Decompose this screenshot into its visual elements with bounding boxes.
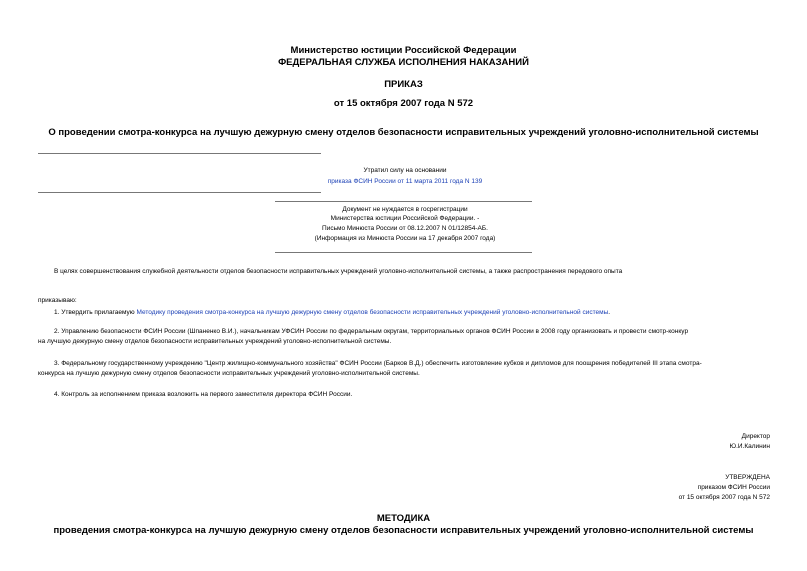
order-word: приказываю: <box>38 297 77 304</box>
item-text: 1. Утвердить прилагаемую <box>54 309 137 316</box>
approval-line: приказом ФСИН России <box>697 484 770 491</box>
divider <box>38 153 321 154</box>
approval-line: УТВЕРЖДЕНА <box>725 474 770 481</box>
registration-note-line: Документ не нуждается в госрегистрации <box>342 206 468 213</box>
doc-type: ПРИКАЗ <box>384 79 423 90</box>
order-item-3: 3. Федеральному государственному учреждению "Центр жилищно-коммунального хозяйства" ФСИН России (Барков В.Д.) обеспечить изготовление кубков и дипломов для поощрения победителей III этапа смотра- <box>54 360 702 367</box>
item-text: . <box>608 309 611 316</box>
doc-date: от 15 октября 2007 года N 572 <box>333 98 474 109</box>
divider <box>275 201 532 202</box>
registration-note-line: (Информация из Минюста России на 17 декабря 2007 года) <box>314 235 496 242</box>
divider <box>38 192 321 193</box>
registration-note-line: Письмо Минюста России от 08.12.2007 N 01/12854-АБ. <box>322 225 488 232</box>
repeal-link[interactable]: приказа ФСИН России от 11 марта 2011 года N 139 <box>327 178 483 185</box>
divider <box>275 252 532 253</box>
approval-line: от 15 октября 2007 года N 572 <box>678 494 770 501</box>
repeal-note-text: Утратил силу на основании <box>363 167 447 174</box>
doc-title: О проведении смотра-конкурса на лучшую дежурную смену отделов безопасности исправительных учреждений уголовно-исполнительной системы <box>48 127 759 138</box>
signature-position: Директор <box>741 433 770 440</box>
signature-name: Ю.И.Калинин <box>729 443 770 450</box>
order-item-1 <box>54 308 610 318</box>
order-item-3-continuation: конкурса на лучшую дежурную смену отделов безопасности исправительных учреждений уголовно-исполнительной системы. <box>38 370 420 377</box>
methodology-link[interactable]: Методику проведения смотра-конкурса на лучшую дежурную смену отделов безопасности исправительных учреждений уголовно-исполнительной системы <box>136 309 609 316</box>
methodology-subtitle: проведения смотра-конкурса на лучшую дежурную смену отделов безопасности исправительных учреждений уголовно-исполнительной системы <box>53 525 754 536</box>
preamble: В целях совершенствования служебной деятельности отделов безопасности исправительных учреждений уголовно-исполнительной системы, а также распространения передового опыта <box>54 268 623 275</box>
service-name: ФЕДЕРАЛЬНАЯ СЛУЖБА ИСПОЛНЕНИЯ НАКАЗАНИЙ <box>278 57 529 68</box>
order-item-2-continuation: на лучшую дежурную смену отделов безопасности исправительных учреждений уголовно-исполнительной системы. <box>38 338 392 345</box>
registration-note-line: Министерства юстиции Российской Федерации. - <box>330 215 480 222</box>
order-item-2: 2. Управлению безопасности ФСИН России (Шпаненко В.И.), начальникам УФСИН России по федеральным округам, территориальных органов ФСИН России в 2008 году организовать и провести смотр-конкур <box>54 328 689 335</box>
ministry-name: Министерство юстиции Российской Федерации <box>290 45 517 56</box>
methodology-heading: МЕТОДИКА <box>376 513 431 524</box>
order-item-4: 4. Контроль за исполнением приказа возложить на первого заместителя директора ФСИН России. <box>54 391 353 398</box>
